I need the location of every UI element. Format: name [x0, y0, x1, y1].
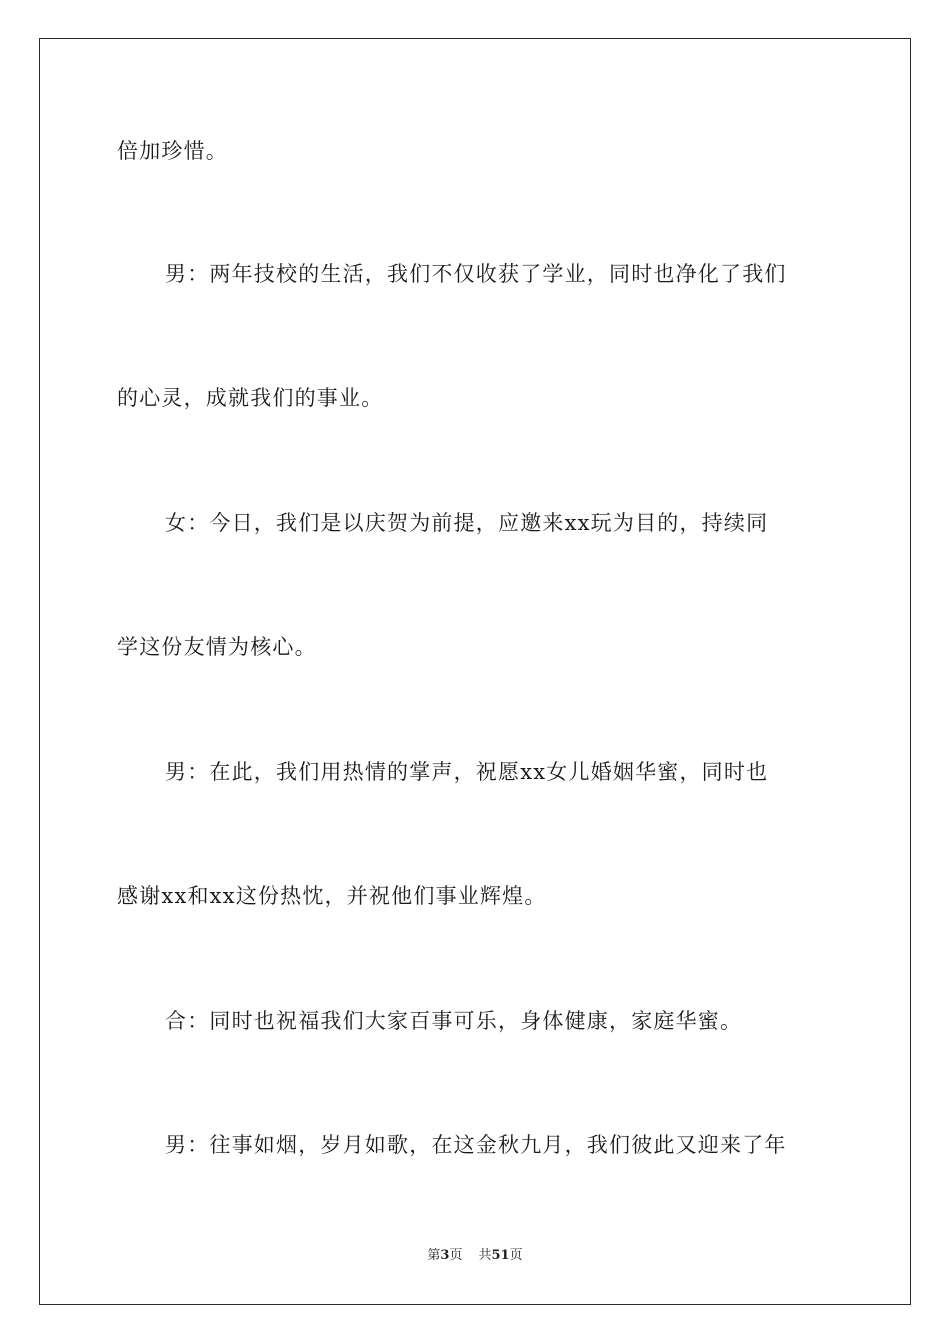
- text-line-7: 感谢xx和xx这份热忱，并祝他们事业辉煌。: [117, 884, 547, 908]
- page-suffix: 页: [449, 1248, 463, 1263]
- text-line-3: 的心灵，成就我们的事业。: [117, 386, 384, 410]
- text-line-9: 男：往事如烟，岁月如歌，在这金秋九月，我们彼此又迎来了年: [165, 1133, 787, 1157]
- page-number: 3: [440, 1248, 450, 1263]
- total-pages: 51: [491, 1248, 510, 1263]
- total-suffix: 页: [509, 1248, 523, 1263]
- text-line-5: 学这份友情为核心。: [117, 635, 317, 659]
- page-footer: [0, 1248, 950, 1264]
- text-line-8: 合：同时也祝福我们大家百事可乐，身体健康，家庭华蜜。: [165, 1009, 743, 1033]
- total-prefix: 共: [478, 1248, 492, 1263]
- text-line-4: 女：今日，我们是以庆贺为前提，应邀来xx玩为目的，持续同: [165, 511, 769, 535]
- text-line-6: 男：在此，我们用热情的掌声，祝愿xx女儿婚姻华蜜，同时也: [165, 760, 769, 784]
- page-border: [39, 38, 911, 1305]
- page-prefix: 第: [427, 1248, 441, 1263]
- text-line-1: 倍加珍惜。: [117, 139, 228, 163]
- text-line-2: 男：两年技校的生活，我们不仅收获了学业，同时也净化了我们: [165, 262, 787, 286]
